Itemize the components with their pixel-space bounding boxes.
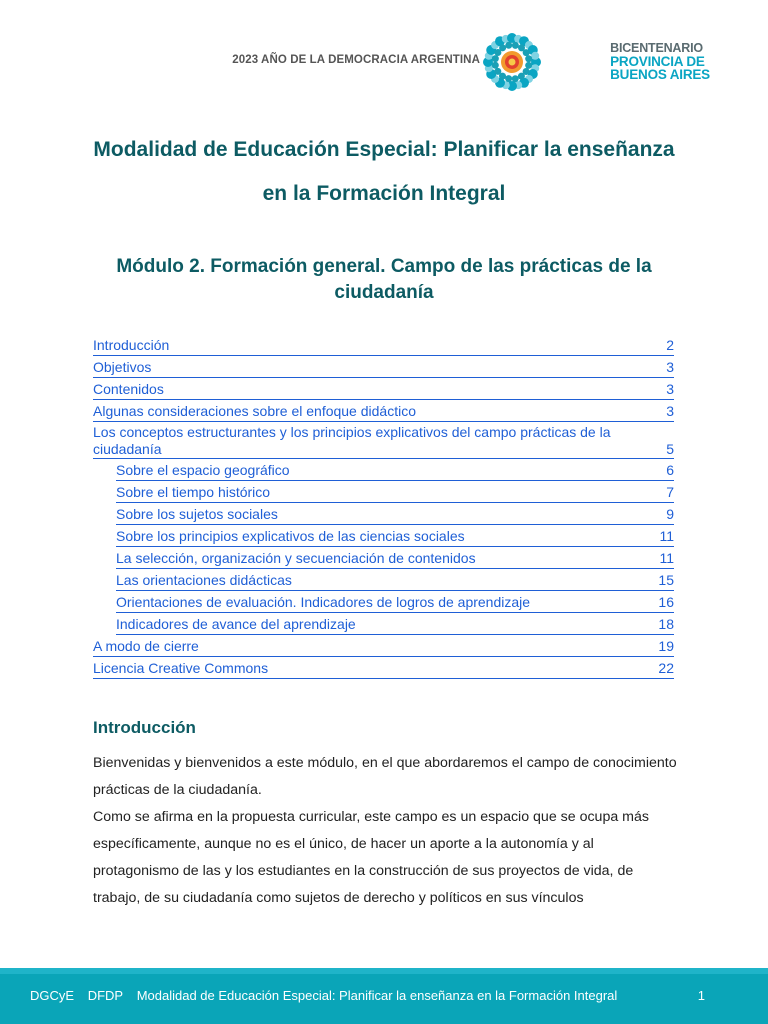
toc-entry-label: Sobre los sujetos sociales bbox=[116, 506, 278, 522]
toc-entry-label: Los conceptos estructurantes y los principios explicativos del campo prácticas de la ciudadanía bbox=[93, 424, 611, 457]
document-title: Modalidad de Educación Especial: Planificar la enseñanza en la Formación Integral bbox=[93, 138, 675, 205]
bicentenario-seal-logo bbox=[480, 30, 544, 94]
toc-entry[interactable] bbox=[93, 635, 674, 657]
header-motto: 2023 AÑO DE LA DEMOCRACIA ARGENTINA bbox=[232, 54, 480, 66]
toc-entry[interactable] bbox=[116, 525, 674, 547]
introduction-body bbox=[93, 750, 683, 912]
toc-entry[interactable] bbox=[93, 378, 674, 400]
brand-line-1: BICENTENARIO bbox=[610, 41, 703, 55]
page-header bbox=[0, 30, 712, 94]
toc-entry-label: Licencia Creative Commons bbox=[93, 660, 269, 676]
brand-line-3: BUENOS AIRES bbox=[610, 67, 710, 82]
toc-entry[interactable] bbox=[93, 334, 674, 356]
toc-entry-page: 18 bbox=[658, 616, 674, 632]
module-subtitle: Módulo 2. Formación general. Campo de las prácticas de la ciudadanía bbox=[116, 256, 652, 303]
toc-entry-page: 3 bbox=[666, 403, 674, 419]
toc-entry[interactable] bbox=[116, 613, 674, 635]
toc-entry-label: Objetivos bbox=[93, 359, 152, 375]
brand-line-2: PROVINCIA DE bbox=[610, 54, 705, 69]
toc-entry-page: 6 bbox=[666, 462, 674, 478]
toc-entry-label: Las orientaciones didácticas bbox=[116, 572, 292, 588]
paragraph: Como se afirma en la propuesta curricular, este campo es un espacio que se ocupa más específicamente, aunque no es el único, de hacer un aporte a la autonomía y al protagonismo de las y los estudiantes en la construcción de sus proyectos de vida, de trabajo, de su ciudadanía como sujetos de derecho y políticos en sus vínculos bbox=[93, 809, 649, 906]
toc-entry[interactable] bbox=[93, 657, 674, 679]
toc-entry-page: 3 bbox=[666, 381, 674, 397]
toc-entry[interactable] bbox=[116, 547, 674, 569]
toc-entry-label: Orientaciones de evaluación. Indicadores de logros de aprendizaje bbox=[116, 594, 531, 610]
paragraph: Bienvenidas y bienvenidos a este módulo, en el que abordaremos el campo de conocimiento prácticas de la ciudadanía. bbox=[93, 755, 677, 798]
toc-entry-page: 5 bbox=[666, 441, 674, 457]
toc-entry-page: 9 bbox=[666, 506, 674, 522]
toc-entry[interactable] bbox=[116, 503, 674, 525]
page-footer bbox=[0, 974, 768, 1024]
toc-entry[interactable] bbox=[93, 422, 674, 459]
toc-entry-page: 7 bbox=[666, 484, 674, 500]
toc-entry-label: La selección, organización y secuenciación de contenidos bbox=[116, 550, 476, 566]
toc-entry-label: Indicadores de avance del aprendizaje bbox=[116, 616, 356, 632]
toc-entry-page: 15 bbox=[658, 572, 674, 588]
footer-doc-title: Modalidad de Educación Especial: Planificar la enseñanza en la Formación Integral bbox=[136, 988, 618, 1003]
brand-wordmark bbox=[610, 42, 710, 81]
toc-entry-label: Sobre los principios explicativos de las ciencias sociales bbox=[116, 528, 465, 544]
footer-dept: DFDP bbox=[87, 988, 124, 1003]
footer-page-number: 1 bbox=[697, 988, 705, 1003]
table-of-contents bbox=[93, 334, 674, 679]
toc-entry-label: Algunas consideraciones sobre el enfoque didáctico bbox=[93, 403, 416, 419]
toc-entry-page: 22 bbox=[658, 660, 674, 676]
toc-entry-page: 11 bbox=[659, 528, 674, 544]
toc-entry[interactable] bbox=[116, 591, 674, 613]
toc-entry-label: A modo de cierre bbox=[93, 638, 199, 654]
toc-entry[interactable] bbox=[93, 400, 674, 422]
toc-entry[interactable] bbox=[93, 356, 674, 378]
toc-entry[interactable] bbox=[116, 481, 674, 503]
toc-entry-page: 19 bbox=[658, 638, 674, 654]
toc-entry-page: 16 bbox=[658, 594, 674, 610]
toc-entry-label: Sobre el tiempo histórico bbox=[116, 484, 271, 500]
toc-entry-page: 3 bbox=[666, 359, 674, 375]
toc-entry-label: Sobre el espacio geográfico bbox=[116, 462, 290, 478]
toc-entry-label: Contenidos bbox=[93, 381, 164, 397]
toc-entry-page: 2 bbox=[666, 337, 674, 353]
footer-text bbox=[30, 988, 627, 1003]
footer-org: DGCyE bbox=[30, 988, 75, 1003]
toc-entry[interactable] bbox=[116, 569, 674, 591]
toc-entry-page: 11 bbox=[659, 550, 674, 566]
toc-entry[interactable] bbox=[116, 459, 674, 481]
toc-entry-label: Introducción bbox=[93, 337, 170, 353]
section-heading-introduccion: Introducción bbox=[93, 718, 196, 737]
